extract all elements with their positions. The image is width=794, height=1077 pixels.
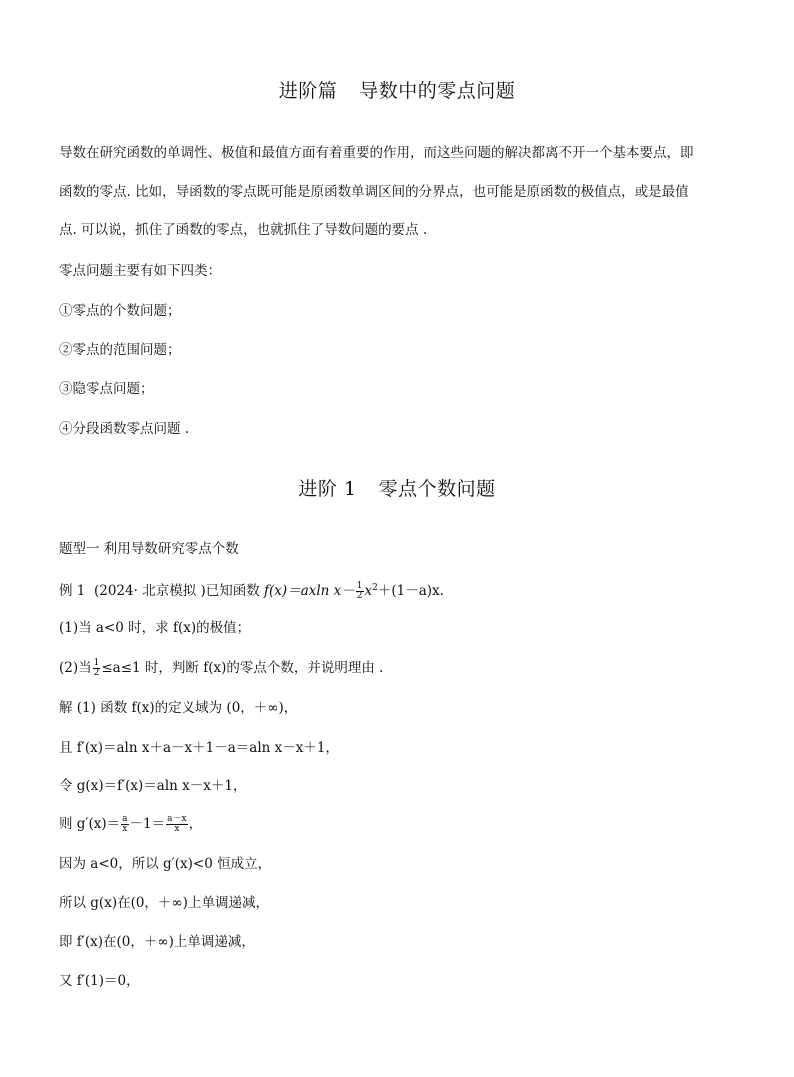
category-item: ④分段函数零点问题 . bbox=[59, 421, 190, 437]
fraction: $\frac{a-x}{x}$ bbox=[167, 814, 187, 834]
example-formula-part: ＋(1－a)x. bbox=[377, 583, 444, 599]
intro-line-3: 点. 可以说，抓住了函数的零点，也就抓住了导数问题的要点 . bbox=[59, 222, 428, 238]
sub-title-part-b: 零点个数问题 bbox=[378, 478, 496, 500]
solution-line: 且 f′(x)＝aln x＋a－x＋1－a＝aln x－x＋1， bbox=[59, 740, 339, 756]
solution-line: 所以 g(x)在(0，＋∞)上单调递减， bbox=[59, 895, 269, 911]
section-heading: 题型一 利用导数研究零点个数 bbox=[59, 541, 239, 557]
solution-line: 令 g(x)＝f′(x)＝aln x－x＋1， bbox=[59, 778, 247, 794]
intro-line-2: 函数的零点. 比如，导函数的零点既可能是原函数单调区间的分界点，也可能是原函数的极值点，或是最值 bbox=[59, 184, 689, 200]
example-label: 例 1 bbox=[59, 583, 86, 599]
fraction: $\frac{1}{2}$ bbox=[93, 658, 100, 678]
solution-line: 则 g′(x)＝ $\frac{a}{x}$ －1＝ $\frac{a-x}{x}$ ， bbox=[59, 814, 203, 834]
solution-line: 即 f′(x)在(0，＋∞)上单调递减， bbox=[59, 934, 255, 950]
category-item: ①零点的个数问题； bbox=[59, 303, 181, 319]
solution-line: 因为 a<0，所以 g′(x)<0 恒成立， bbox=[59, 856, 272, 872]
fraction: $\frac{a}{x}$ bbox=[122, 814, 128, 834]
question-2: (2)当 $\frac{1}{2}$ ≤a≤1 时，判断 f(x)的零点个数，并说明理由 . bbox=[59, 658, 384, 678]
categories-intro: 零点问题主要有如下四类： bbox=[59, 263, 221, 279]
sub-title-part-a: 进阶 1 bbox=[298, 478, 357, 500]
example-formula-part: x bbox=[364, 583, 373, 599]
exponent: 2 bbox=[372, 583, 378, 593]
question-1: (1)当 a<0 时，求 f(x)的极值； bbox=[59, 620, 251, 636]
sub-title bbox=[0, 474, 794, 501]
category-item: ③隐零点问题； bbox=[59, 381, 154, 397]
main-title-part-b: 导数中的零点问题 bbox=[359, 80, 516, 102]
fraction: $\frac{1}{2}$ bbox=[356, 581, 363, 601]
main-title-part-a: 进阶篇 bbox=[278, 80, 338, 102]
solution-line: 解 (1) 函数 f(x)的定义域为 (0，＋∞)， bbox=[59, 700, 298, 716]
main-title bbox=[0, 76, 794, 103]
example-statement bbox=[59, 578, 444, 601]
solution-line: 又 f′(1)＝0， bbox=[59, 973, 140, 989]
category-item: ②零点的范围问题； bbox=[59, 342, 181, 358]
example-text: 已知函数 bbox=[205, 583, 265, 599]
intro-line-1: 导数在研究函数的单调性、极值和最值方面有着重要的作用，而这些问题的解决都离不开一个基本要点，即 bbox=[59, 145, 694, 161]
example-formula-part: f(x)＝axln x－ bbox=[264, 583, 355, 599]
example-source: (2024· 北京模拟 ) bbox=[93, 583, 206, 599]
